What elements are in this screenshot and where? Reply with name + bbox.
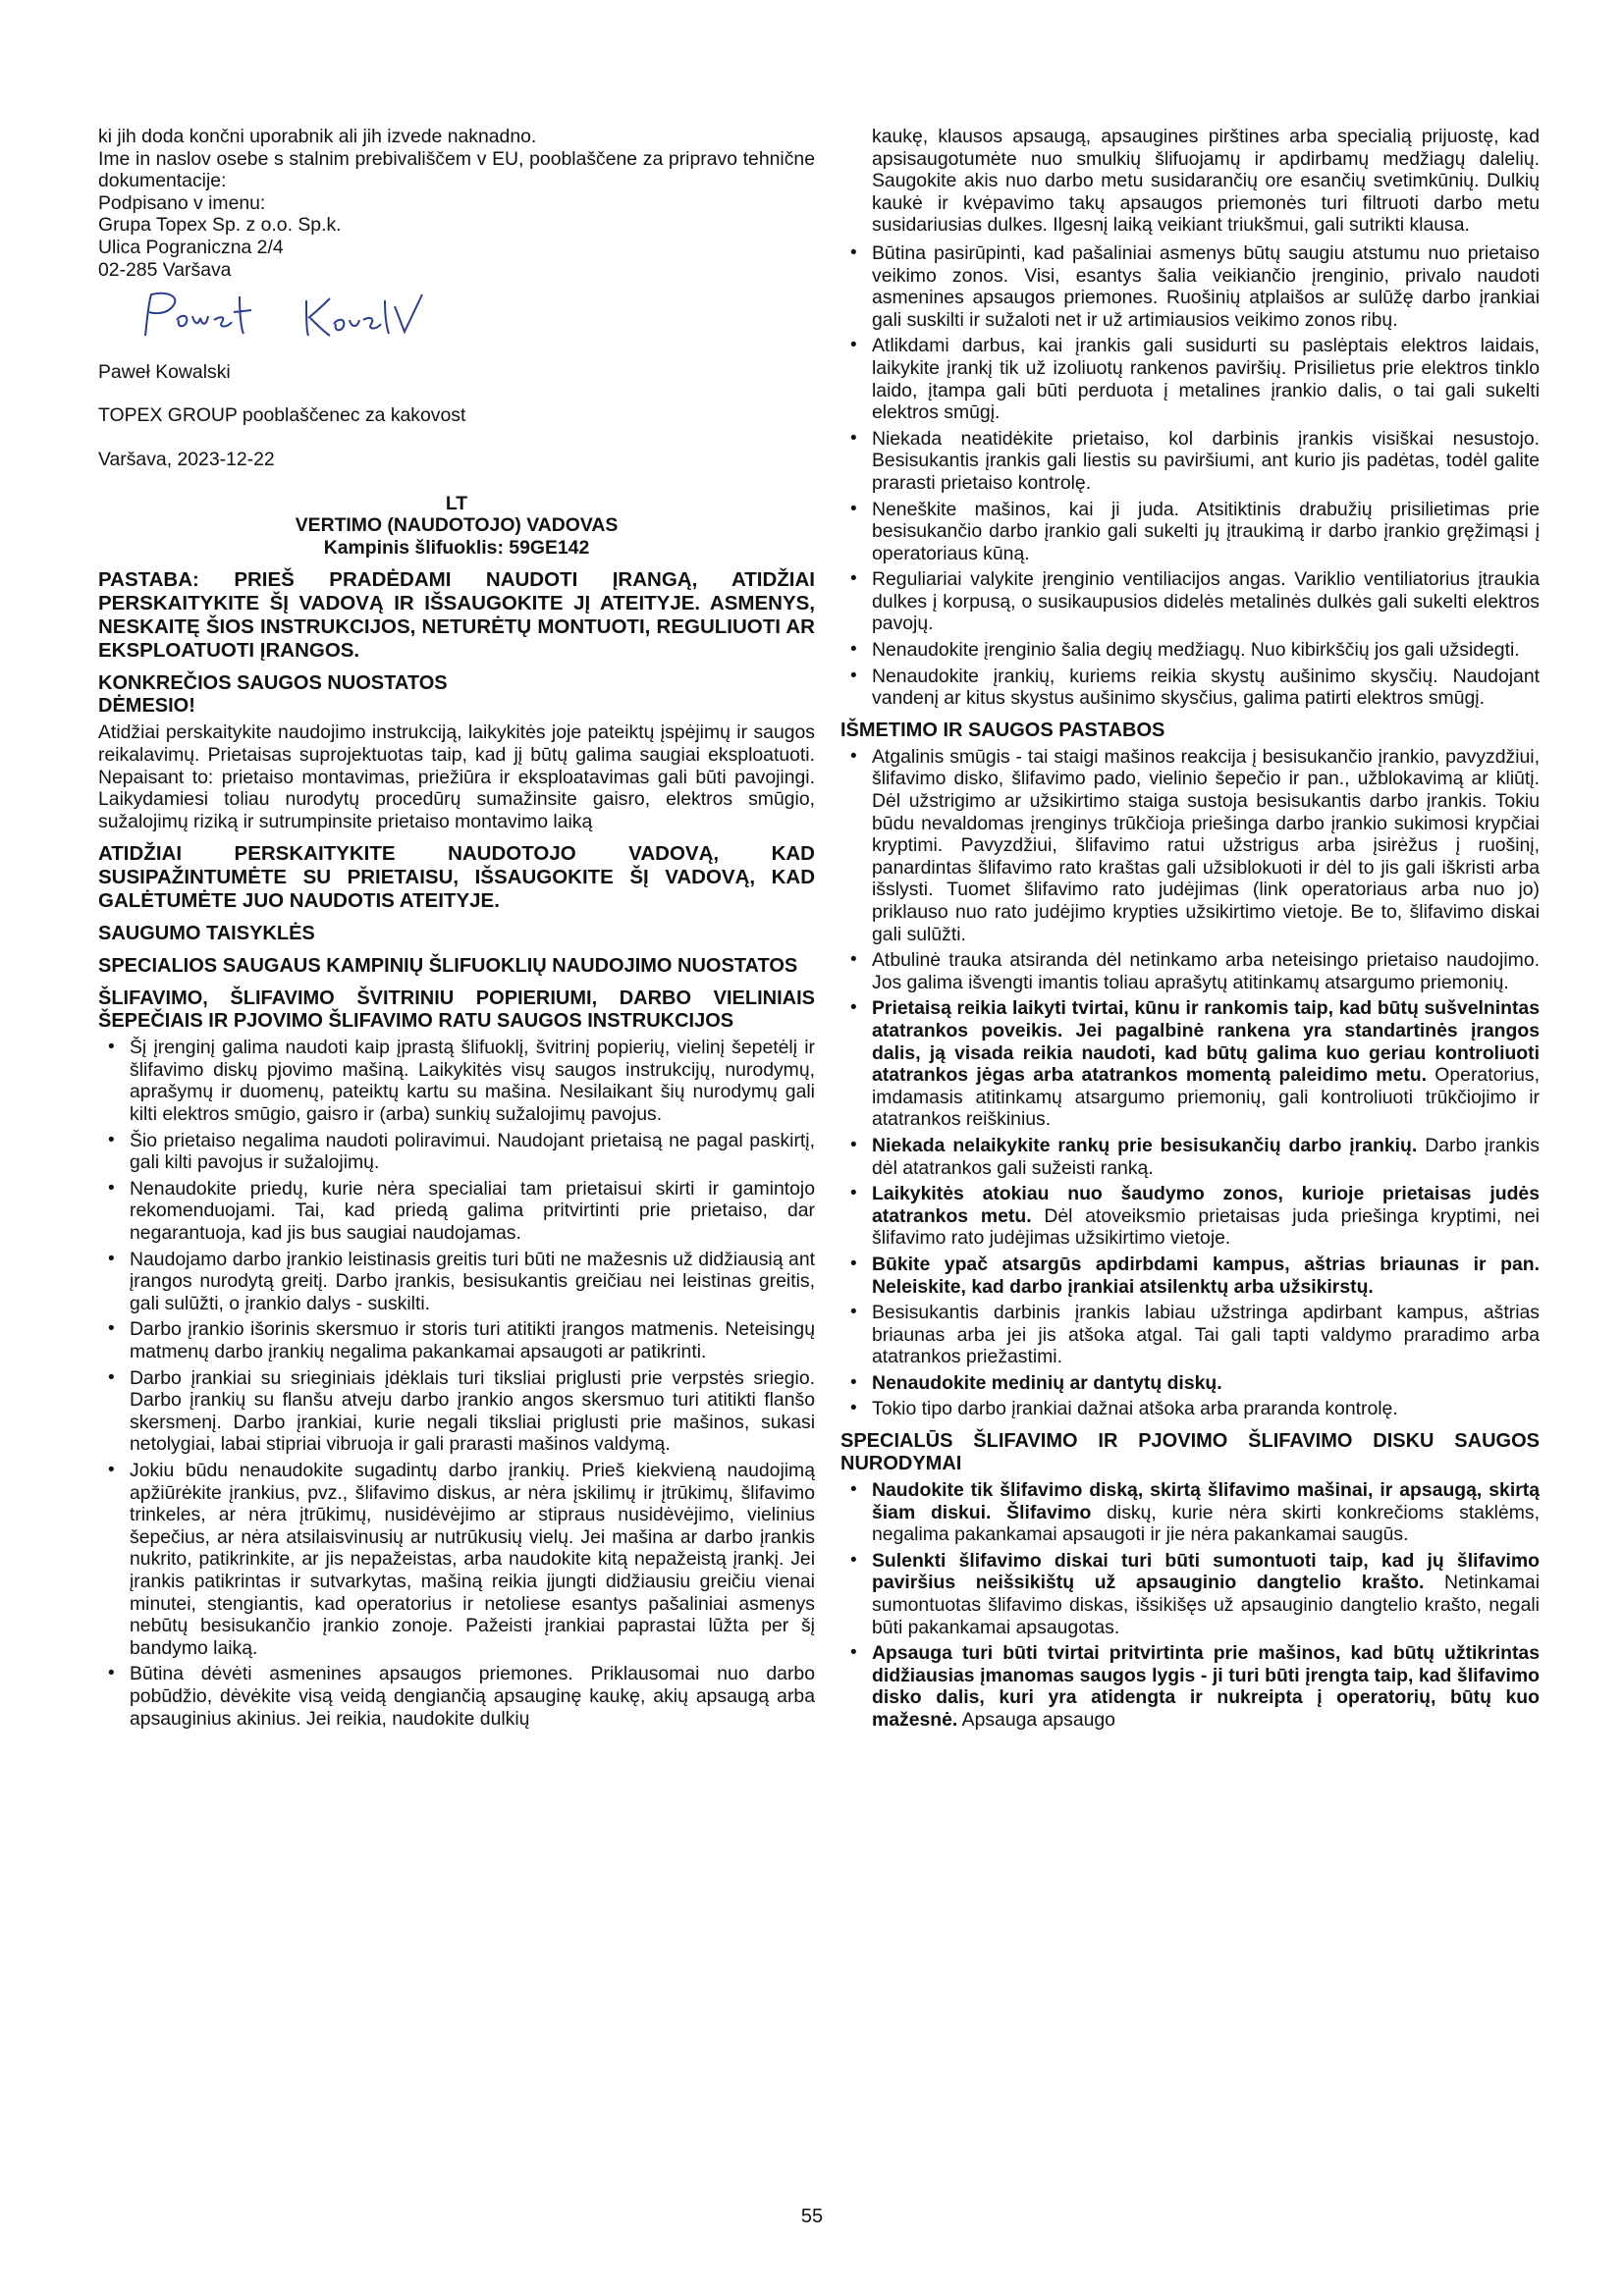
- bold-text: Apsauga turi būti tvirtai pritvirtinta prie mašinos, kad būtų užtikrintas didžiausias įmanomas saugos lygis - ji turi būti įrengta taip, kad šlifavimo disko dalis, kuri yra atidengta ir nukreipta į operatorių, būtų kuo mažesnė.: [872, 1642, 1540, 1731]
- notice-heading: PASTABA: PRIEŠ PRADĖDAMI NAUDOTI ĮRANGĄ, ATIDŽIAI PERSKAITYKITE ŠĮ VADOVĄ IR IŠSAUGOKITE JĮ ATEITYJE. ASMENYS, NESKAITĘ ŠIOS INSTRUKCIJOS, NETURĖTŲ MONTUOTI, REGULIUOTI AR EKSPLOATUOTI ĮRANGOS.: [98, 568, 815, 663]
- list-item: • Naudojamo darbo įrankio leistinasis greitis turi būti ne mažesnis už didžiausią ant įrangos nurodytą greitį. Darbo įrankis, besisukantis greičiau nei leistinas greitis, gali sulūžti, o įrankio dalys - suskilti.: [130, 1249, 815, 1315]
- right-bullet-list-b: [840, 746, 1540, 1420]
- right-bullet-list-c: [840, 1479, 1540, 1732]
- list-item: • Nenaudokite priedų, kurie nėra specialiai tam prietaisui skirti ir gamintojo rekomenduojami. Tai, kad priedą galima pritvirtinti prie prietaiso, dar negarantuoja, kad jis bus saugiai naudojamas.: [130, 1178, 815, 1245]
- list-item: [872, 1372, 1540, 1395]
- right-column: [840, 126, 1540, 1735]
- list-item: • Šį įrenginį galima naudoti kaip įprastą šlifuoklį, švitrinį popierių, vielinį šepetėlį ir šlifavimo diskų pjovimo mašiną. Laikykitės visų saugos instrukcijų, nurodymų, aprašymų ir duomenų, pateiktų kartu su mašina. Nesilaikant šių nurodymų gali kilti elektros smūgio, gaisro ir (arba) sunkių sužalojimų pavojus.: [130, 1037, 815, 1125]
- heading-specific-safety: KONKREČIOS SAUGOS NUOSTATOS: [98, 672, 448, 695]
- signer-role: TOPEX GROUP pooblaščenec za kakovost: [98, 404, 466, 427]
- bold-text: Nenaudokite medinių ar dantytų diskų.: [872, 1371, 1222, 1394]
- item-text: Atgalinis smūgis - tai staigi mašinos reakcija į besisukančio įrankio, pavyzdžiui, šlifavimo disko, šlifavimo pado, vielinio šepečio ir pan., užblokavimą ar kliūtį. Dėl užstrigimo ar užsikirtimo staiga sustoja besisukantis darbo įrankis. Tokiu būdu nevaldomas įrenginys trūkčioja priešinga darbo įrankio sukimosi krypčiai kryptimi. Pavyzdžiui, šlifavimo ratui užstrigus arba įsirėžus į ruošinį, panardintas šlifavimo rato kraštas gali užsiblokuoti ir dėl to jis gali iškristi arba išslysti. Tuomet šlifavimo rato judėjimas (link operatoriaus arba nuo jo) priklauso nuo rato judėjimo krypties užsikirtimo vietoje. Be to, šlifavimo diskai gali sulūžti.: [872, 745, 1540, 945]
- intro-line: Ime in naslov osebe s stalnim prebivališčem v EU, pooblaščene za pripravo tehnične dokumentacije:: [98, 147, 815, 192]
- left-bullet-list: [98, 1037, 815, 1730]
- bold-text: Būkite ypač atsargūs apdirbdami kampus, aštrias briaunas ir pan. Neleiskite, kad darbo įrankiai atsilenktų arba užsikirstų.: [872, 1253, 1540, 1298]
- bold-text: Niekada nelaikykite rankų prie besisukančių darbo įrankių.: [872, 1134, 1418, 1156]
- list-item: [872, 1398, 1540, 1420]
- heading-special-disc: SPECIALŪS ŠLIFAVIMO IR PJOVIMO ŠLIFAVIMO DISKU SAUGOS NURODYMAI: [840, 1430, 1540, 1475]
- list-item: [872, 997, 1540, 1131]
- heading-special-rules: SPECIALIOS SAUGAUS KAMPINIŲ ŠLIFUOKLIŲ NAUDOJIMO NUOSTATOS: [98, 955, 798, 978]
- intro-line: 02-285 Varšava: [98, 258, 232, 281]
- doc-title: VERTIMO (NAUDOTOJO) VADOVAS: [295, 514, 619, 537]
- list-item: [872, 1550, 1540, 1638]
- item-text: Dėl atoveiksmio prietaisas juda priešinga kryptimi, nei šlifavimo rato judėjimas užsikirtimo vietoje.: [872, 1204, 1540, 1250]
- right-bullet-list-a: [840, 242, 1540, 710]
- heading-safety-rules: SAUGUMO TAISYKLĖS: [98, 923, 315, 945]
- list-item: [872, 1135, 1540, 1179]
- item-text: Atbulinė trauka atsiranda dėl netinkamo arba neteisingo prietaiso naudojimo. Jos galima išvengti imantis toliau aprašytų atitinkamų atsargumo priemonių.: [872, 949, 1540, 993]
- list-item: [872, 949, 1540, 993]
- heading-attention: DĖMESIO!: [98, 695, 195, 718]
- item-text: diskų, kurie nėra skirti konkrečioms staklėms, negalima pakankamai apsaugoti ir jie nėra pakankamai saugūs.: [872, 1501, 1540, 1546]
- list-item: [872, 1479, 1540, 1546]
- list-item: [872, 1302, 1540, 1368]
- left-column: [98, 126, 815, 1734]
- item-text: Netinkamai sumontuotas šlifavimo diskas, išsikišęs už apsauginio dangtelio krašto, negali būti pakankamai apsaugotas.: [872, 1572, 1540, 1638]
- list-item: • Būtina dėvėti asmenines apsaugos priemones. Priklausomai nuo darbo pobūdžio, dėvėkite visą veidą dengiančią apsauginę kaukę, akių apsaugą arba apsauginius akinius. Jei reikia, naudokite dulkių: [130, 1663, 815, 1730]
- bold-text: Prietaisą reikia laikyti tvirtai, kūnu ir rankomis taip, kad būtų sušvelnintas atatrankos poveikis. Jei pagalbinė rankena yra standartinės įrangos dalis, ją visada reikia naudoti, kad būtų galima kuo geriau kontroliuoti atatrankos jėgas arba atatrankos momentą paleidimo metu.: [872, 997, 1540, 1087]
- spacer: [98, 427, 815, 449]
- list-item: • Atlikdami darbus, kai įrankis gali susidurti su paslėptais elektros laidais, laikykite įrankį tik už izoliuotų rankenos paviršių. Prisilietus prie elektros tinklo laido, įtampa gali būti perduota į metalines įrankio dalis, o tai gali sukelti elektros smūgį.: [872, 335, 1540, 423]
- list-item: • Nenaudokite įrenginio šalia degių medžiagų. Nuo kibirkščių jos gali užsidegti.: [872, 639, 1540, 662]
- list-item: • Darbo įrankiai su srieginiais įdėklais turi tiksliai priglusti prie verpstės sriegio. Darbo įrankių su flanšu atveju darbo įrankio angos skersmuo turi atitikti flanšo skersmenį. Darbo įrankiai, kurie negali tiksliai priglusti prie mašinos, sukasi netolygiai, labai stipriai vibruoja ir gali prarasti mašinos valdymą.: [130, 1367, 815, 1456]
- language-code: LT: [445, 492, 468, 514]
- item-text: Operatorius, imdamasis atitinkamų atsargumo priemonių, gali kontroliuoti trūkčiojimo ir atatrankos reiškinius.: [872, 1064, 1540, 1131]
- bold-text: Sulenkti šlifavimo diskai turi būti sumontuoti taip, kad jų šlifavimo paviršius neišsikištų už apsauginio dangtelio krašto.: [872, 1549, 1540, 1594]
- intro-line: ki jih doda končni uporabnik ali jih izvede naknadno.: [98, 126, 537, 147]
- signer-name: Paweł Kowalski: [98, 360, 231, 383]
- list-item: • Niekada neatidėkite prietaiso, kol darbinis įrankis visiškai nesustojo. Besisukantis įrankis gali liestis su paviršiumi, ant kurio jis padėtas, todėl galite prarasti prietaiso kontrolę.: [872, 428, 1540, 495]
- list-item: • Reguliariai valykite įrenginio ventiliacijos angas. Variklio ventiliatorius įtraukia dulkes į korpusą, o susikaupusios didelės metalinės dulkės gali sukelti elektros pavojų.: [872, 568, 1540, 635]
- handwritten-signature: [137, 287, 491, 347]
- item-text: Apsauga apsaugo: [957, 1709, 1115, 1731]
- list-item: [872, 746, 1540, 945]
- list-item: • Neneškite mašinos, kai ji juda. Atsitiktinis drabužių prisilietimas prie besisukančio darbo įrankio gali sukelti jų įtraukimą ir darbo įrankio gręžimąsi į operatoriaus kūną.: [872, 499, 1540, 565]
- item-text: Darbo įrankis dėl atatrankos gali sužeisti ranką.: [872, 1134, 1540, 1179]
- list-item: • Šio prietaiso negalima naudoti poliravimui. Naudojant prietaisą ne pagal paskirtį, gali kilti pavojus ir sužalojimų.: [130, 1130, 815, 1174]
- page-number: 55: [800, 2206, 824, 2227]
- list-item: • Jokiu būdu nenaudokite sugadintų darbo įrankių. Prieš kiekvieną naudojimą apžiūrėkite įrankius, pvz., šlifavimo diskus, ar nėra įskilimų ir įtrūkimų, šlifavimo trinkeles, ar nėra įtrūkimų, nusidėvėjimo ar stipraus nusidėvėjimo, vielinius šepečius, ar nėra atsilaisvinusių ar nutrūkusių vielų. Jei mašina ar darbo įrankis nukrito, patikrinkite, ar jis nepažeistas, arba naudokite kitą nepažeistą įrankį. Jei įrankis patikrintas ir sutvarkytas, mašiną reikia įjungti didžiausiu greičiu vienai minutei, stengiantis, kad operatorius ir netoliese esantys pašaliniai asmenys nebūtų besisukančio įrankio zonoje. Pažeisti įrankiai paprastai lūžta per šį bandymo laiką.: [130, 1460, 815, 1659]
- product-name: Kampinis šlifuoklis: 59GE142: [323, 536, 590, 559]
- list-item: • Darbo įrankio išorinis skersmuo ir storis turi atitikti įrangos matmenis. Neteisingų matmenų darbo įrankių negalima pakankamai apsaugoti ar patikrinti.: [130, 1318, 815, 1362]
- read-manual-notice: ATIDŽIAI PERSKAITYKITE NAUDOTOJO VADOVĄ, KAD SUSIPAŽINTUMĖTE SU PRIETAISU, IŠSAUGOKITE ŠĮ VADOVĄ, KAD GALĖTUMĖTE JUO NAUDOTIS ATEITYJE.: [98, 842, 815, 913]
- intro-line: Podpisano v imenu:: [98, 191, 266, 214]
- bold-text: Naudokite tik šlifavimo diską, skirtą šlifavimo mašinai, ir apsaugą, skirtą šiam diskui. Šlifavimo: [872, 1479, 1540, 1523]
- list-item: [872, 1183, 1540, 1250]
- item-text: Besisukantis darbinis įrankis labiau užstringa apdirbant kampus, aštrias briaunas arba jei jis atšoka atgal. Tai gali tapti valdymo praradimo arba atatrankos priežastimi.: [872, 1302, 1540, 1368]
- spacer: [98, 383, 815, 404]
- list-item: [872, 1642, 1540, 1731]
- heading-disposal: IŠMETIMO IR SAUGOS PASTABOS: [840, 719, 1165, 741]
- attention-text: Atidžiai perskaitykite naudojimo instrukciją, laikykitės joje pateiktų įspėjimų ir saugos reikalavimų. Prietaisas suprojektuotas taip, kad jį būtų galima saugiai eksploatuoti. Nepaisant to: prietaiso montavimas, priežiūra ir eksploatavimas gali būti pavojingi. Laikydamiesi toliau nurodytų procedūrų sumažinsite gaisro, elektros smūgio, sužalojimų riziką ir sutrumpinsite prietaiso montavimo laiką: [98, 721, 815, 832]
- place-date: Varšava, 2023-12-22: [98, 448, 275, 470]
- list-item: • Būtina pasirūpinti, kad pašaliniai asmenys būtų saugiu atstumu nuo prietaiso veikimo zonos. Visi, esantys šalia veikiančio įrenginio, privalo naudoti asmenines apsaugos priemones. Ruošinių atplaišos ar sulūžę darbo įrankiai gali suskilti ir sužaloti net ir už artimiausios veikimo zonos ribų.: [872, 242, 1540, 331]
- heading-grinding-instructions: ŠLIFAVIMO, ŠLIFAVIMO ŠVITRINIU POPIERIUMI, DARBO VIELINIAIS ŠEPEČIAIS IR PJOVIMO ŠLIFAVIMO RATU SAUGOS INSTRUKCIJOS: [98, 988, 815, 1033]
- continued-text: kaukę, klausos apsaugą, apsaugines pirštines arba specialią prijuostę, kad apsisaugotumėte nuo smulkių šlifuojamų ir apdirbamų medžiagų dalelių. Saugokite akis nuo darbo metu susidarančių ore esančių svetimkūnių. Dulkių kaukė ir kvėpavimo takų apsaugos priemonės turi filtruoti darbo metu susidariusias dulkes. Ilgesnį laiką veikiant triukšmui, gali sutrikti klausa.: [872, 126, 1540, 237]
- intro-line: Grupa Topex Sp. z o.o. Sp.k.: [98, 214, 342, 237]
- intro-line: Ulica Pograniczna 2/4: [98, 236, 284, 258]
- spacer: [98, 471, 815, 493]
- list-item: • Nenaudokite įrankių, kuriems reikia skystų aušinimo skysčių. Naudojant vandenį ar kitus skystus aušinimo skysčius, galima patirti elektros smūgį.: [872, 666, 1540, 710]
- item-text: Tokio tipo darbo įrankiai dažnai atšoka arba praranda kontrolę.: [872, 1398, 1398, 1420]
- list-item: [872, 1254, 1540, 1298]
- bold-text: Laikykitės atokiau nuo šaudymo zonos, kurioje prietaisas judės atatrankos metu.: [872, 1183, 1540, 1227]
